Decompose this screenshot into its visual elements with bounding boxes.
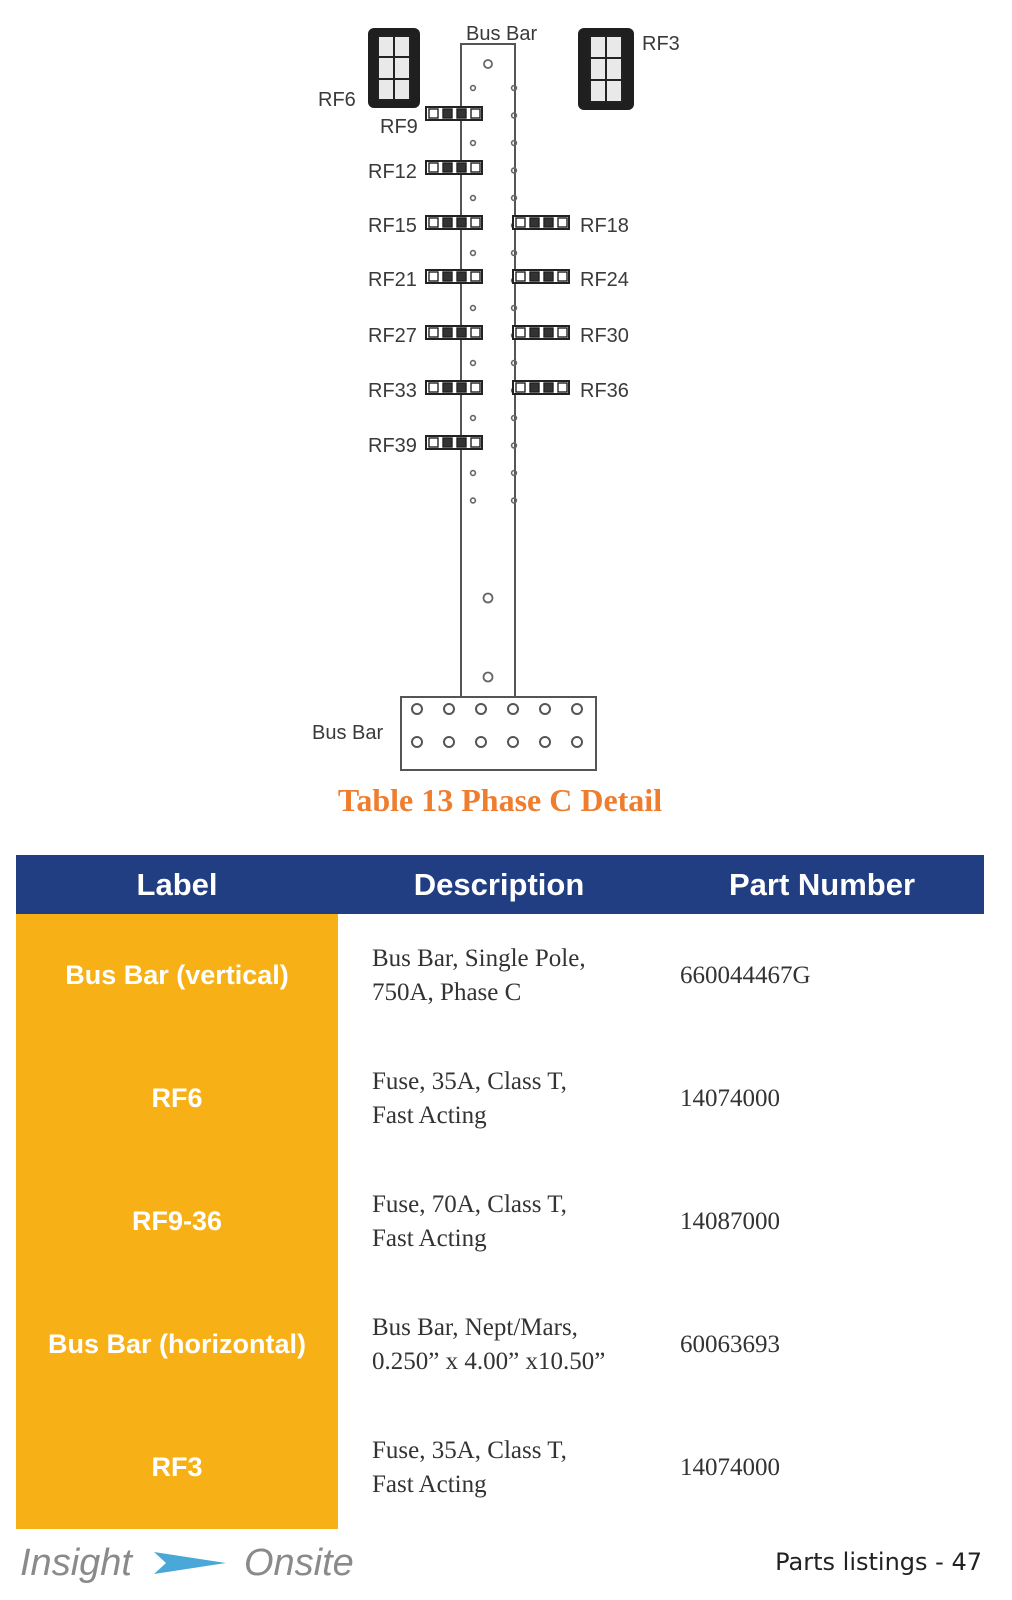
table-caption: Table 13 Phase C Detail [337,782,663,818]
arrow-icon [152,1548,228,1578]
fuse-block-rf3 [578,28,634,110]
small-fuse [426,161,482,174]
table-row [16,914,984,1037]
description-line: Fuse, 35A, Class T, [372,1067,567,1095]
table-row [16,1037,984,1160]
label-rf15: RF15 [368,215,417,237]
small-fuse [426,107,482,120]
description-line: Fast Acting [372,1470,487,1498]
brand-insight: Insight [20,1541,132,1584]
row-label: Bus Bar (vertical) [16,914,338,1037]
row-label: RF6 [16,1037,338,1160]
label-rf24: RF24 [580,269,629,291]
vertical-bus-bar [461,44,515,700]
label-rf18: RF18 [580,215,629,237]
header-part-number: Part Number [728,866,916,902]
label-bus-bar-top: Bus Bar [466,23,538,45]
row-part-number: 660044467G [680,961,811,989]
phase-c-diagram [0,0,1012,780]
label-rf39: RF39 [368,435,417,457]
brand-logo [20,1538,354,1588]
header-description: Description [413,866,585,902]
row-label: RF3 [16,1406,338,1529]
description-line: Bus Bar, Nept/Mars, [372,1313,578,1341]
description-line: Fast Acting [372,1224,487,1252]
row-part-number: 14087000 [680,1207,780,1235]
fuse-block-rf6 [368,28,420,108]
label-bus-bar-bottom: Bus Bar [312,722,384,744]
row-label: RF9-36 [16,1160,338,1283]
row-label: Bus Bar (horizontal) [16,1283,338,1406]
small-fuse [513,216,569,229]
table-row [16,1283,984,1406]
row-part-number: 14074000 [680,1453,780,1481]
row-part-number: 60063693 [680,1330,780,1358]
brand-onsite: Onsite [243,1541,354,1584]
label-rf36: RF36 [580,380,629,402]
label-rf12: RF12 [368,161,417,183]
label-rf30: RF30 [580,325,629,347]
small-fuse [426,216,482,229]
parts-table [16,855,984,1529]
row-description [338,1037,660,1160]
table-row [16,1406,984,1529]
label-rf9: RF9 [380,116,418,138]
description-line: 0.250” x 4.00” x10.50” [372,1347,606,1375]
description-line: Fast Acting [372,1101,487,1129]
small-fuse [426,326,482,339]
small-fuse [513,381,569,394]
header-label: Label [136,866,218,902]
label-rf3: RF3 [642,33,680,55]
row-description [338,1406,660,1529]
small-fuse [426,436,482,449]
label-rf21: RF21 [368,269,417,291]
page-number: Parts listings - 47 [775,1548,982,1576]
row-part-number: 14074000 [680,1084,780,1112]
small-fuse [513,270,569,283]
description-line: Fuse, 70A, Class T, [372,1190,567,1218]
table-header [16,855,984,914]
small-fuse [426,381,482,394]
label-rf6: RF6 [318,89,356,111]
row-description [338,914,660,1037]
description-line: 750A, Phase C [372,978,522,1006]
label-rf33: RF33 [368,380,417,402]
label-rf27: RF27 [368,325,417,347]
row-description [338,1160,660,1283]
row-description [338,1283,660,1406]
description-line: Fuse, 35A, Class T, [372,1436,567,1464]
small-fuse [513,326,569,339]
small-fuse [426,270,482,283]
table-row [16,1160,984,1283]
horizontal-bus-bar [401,697,596,770]
description-line: Bus Bar, Single Pole, [372,944,586,972]
